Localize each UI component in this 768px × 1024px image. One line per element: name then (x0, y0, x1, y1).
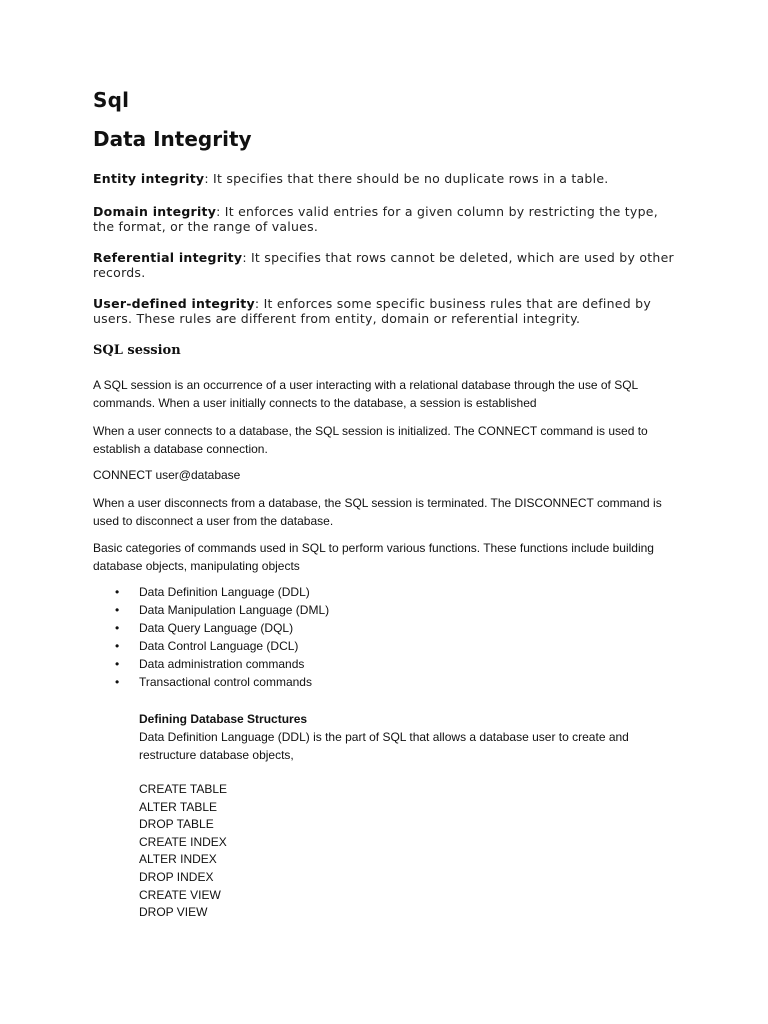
ddl-command: ALTER TABLE (139, 799, 218, 814)
bullet-icon: • (115, 621, 120, 635)
list-item-label: Data Manipulation Language (DML) (139, 603, 330, 617)
term-referential-integrity: Referential integrity (93, 250, 243, 265)
list-item (93, 673, 329, 691)
paragraph-domain-integrity (93, 204, 683, 234)
ddl-command: CREATE INDEX (139, 834, 227, 849)
definition-user-defined-integrity: : It enforces some specific business rules that are defined by users. These rules are different from entity, domain or referential integrity. (93, 296, 651, 326)
definition-entity-integrity: : It specifies that there should be no duplicate rows in a table. (204, 171, 609, 186)
bullet-icon: • (115, 639, 120, 653)
list-item (93, 601, 329, 619)
list-item (93, 583, 329, 601)
paragraph-referential-integrity (93, 250, 683, 280)
term-entity-integrity: Entity integrity (93, 171, 205, 186)
ddl-command-list (139, 781, 227, 922)
paragraph-command-categories: Basic categories of commands used in SQL to perform various functions. These functions include building database objects, manipulating objects (93, 541, 654, 573)
ddl-command: DROP VIEW (139, 905, 208, 920)
paragraph-session-definition: A SQL session is an occurrence of a user interacting with a relational database through the use of SQL commands. When a user initially connects to the database, a session is established (93, 378, 638, 410)
document-title: Sql (93, 88, 130, 112)
bullet-icon: • (115, 657, 120, 671)
bullet-icon: • (115, 585, 120, 599)
list-item-label: Transactional control commands (139, 675, 312, 689)
list-item (93, 619, 329, 637)
ddl-command: DROP INDEX (139, 869, 214, 884)
list-item (93, 655, 329, 673)
term-user-defined-integrity: User-defined integrity (93, 296, 255, 311)
ddl-command: CREATE TABLE (139, 782, 228, 796)
ddl-command: CREATE VIEW (139, 887, 221, 902)
list-item-label: Data administration commands (139, 657, 305, 671)
command-category-list (93, 583, 329, 691)
ddl-command: ALTER INDEX (139, 852, 217, 867)
paragraph-entity-integrity (93, 171, 683, 186)
paragraph-connect-command: CONNECT user@database (93, 468, 241, 482)
ddl-command: DROP TABLE (139, 817, 214, 832)
list-item-label: Data Query Language (DQL) (139, 621, 294, 635)
term-domain-integrity: Domain integrity (93, 204, 217, 219)
paragraph-disconnect: When a user disconnects from a database, the SQL session is terminated. The DISCONNECT command is used to disconnect a user from the database. (93, 496, 662, 528)
section-title-data-integrity: Data Integrity (93, 127, 252, 151)
list-item (93, 637, 329, 655)
bullet-icon: • (115, 603, 120, 617)
paragraph-ddl-description: Data Definition Language (DDL) is the part of SQL that allows a database user to create and restructure database objects, (139, 730, 629, 762)
section-title-defining-database-structures: Defining Database Structures (139, 712, 308, 726)
definition-referential-integrity: : It specifies that rows cannot be deleted, which are used by other records. (93, 250, 674, 280)
bullet-icon: • (115, 675, 120, 689)
paragraph-user-defined-integrity (93, 296, 683, 326)
list-item-label: Data Control Language (DCL) (139, 639, 299, 653)
paragraph-connect: When a user connects to a database, the SQL session is initialized. The CONNECT command is used to establish a database connection. (93, 424, 648, 456)
section-title-sql-session: SQL session (93, 343, 181, 358)
list-item-label: Data Definition Language (DDL) (139, 585, 310, 599)
definition-domain-integrity: : It enforces valid entries for a given column by restricting the type, the format, or the range of values. (93, 204, 658, 234)
